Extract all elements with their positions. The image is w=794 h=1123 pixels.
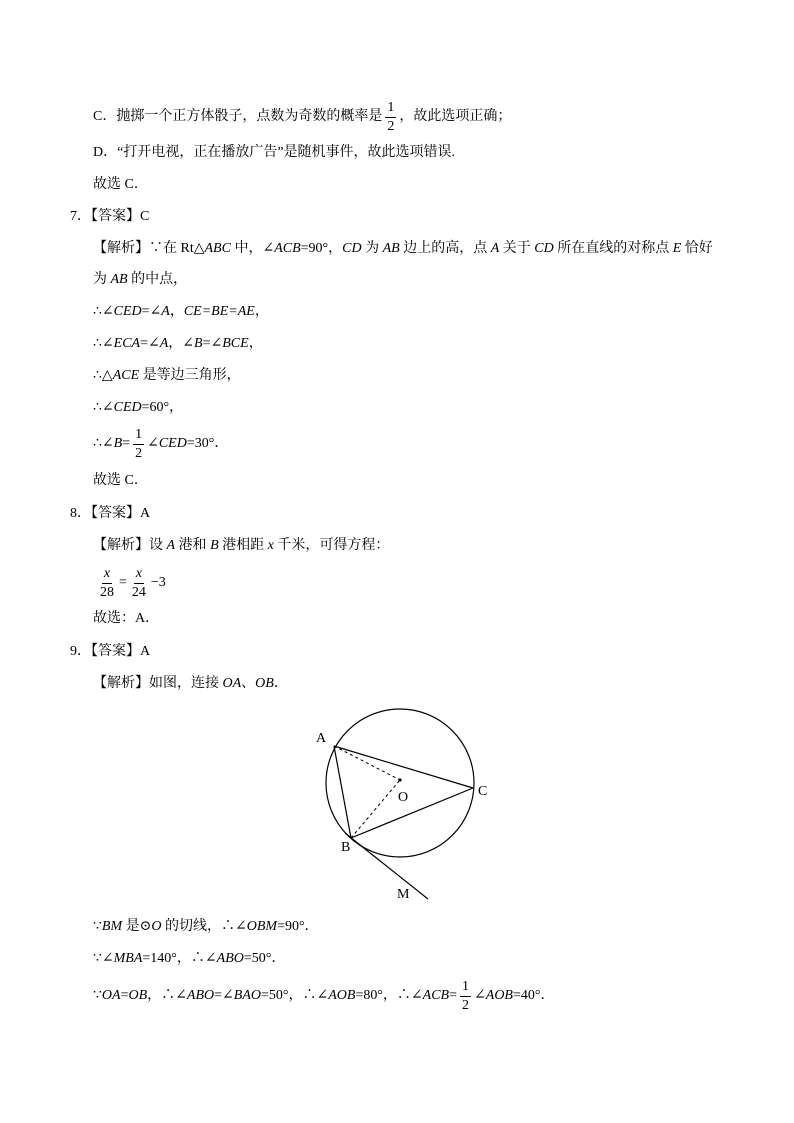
math-variable: MBA (113, 951, 143, 966)
segment-ab (334, 746, 351, 838)
text-run: 恰好 (681, 241, 713, 256)
fraction-denominator: 24 (131, 584, 146, 600)
text-run: =90°． (277, 919, 319, 934)
math-variable: B (113, 436, 123, 451)
segment-ac (334, 746, 473, 788)
q9-analysis-line-4 (93, 976, 554, 1016)
text-run: 9．【答案】A (70, 644, 151, 659)
tangent-line-bm (345, 833, 428, 899)
math-variable: BM (101, 919, 123, 934)
fraction (98, 566, 116, 601)
label-o: O (398, 790, 409, 805)
label-a: A (316, 731, 327, 746)
text-run: 故选：A． (93, 611, 160, 626)
q8-analysis-line-1 (93, 526, 389, 566)
dashed-segment-ob (351, 780, 400, 838)
fraction-numerator: 1 (133, 427, 144, 445)
text-run: ∴∠ (93, 400, 114, 415)
text-run: 为 (93, 272, 111, 287)
fraction-numerator: 1 (385, 100, 396, 118)
text-run: = (449, 988, 458, 1003)
text-run: −3 (150, 575, 166, 590)
text-run: 港和 (175, 538, 211, 553)
circle-tangent-figure (300, 700, 500, 910)
math-variable: BCE (222, 336, 249, 351)
math-variable: CED (113, 400, 142, 415)
math-variable: OBM (246, 919, 278, 934)
text-run: 千米，可得方程： (273, 538, 390, 553)
text-run: =40°． (512, 988, 555, 1003)
text-run: 的中点， (127, 272, 188, 287)
fraction-denominator: 2 (462, 997, 470, 1013)
text-run: ，故此选项正确； (399, 109, 512, 124)
text-run: 边上的高，点 (399, 241, 491, 256)
math-variable: ABO (216, 951, 244, 966)
text-run: ， (248, 336, 263, 351)
math-variable: OA (101, 988, 121, 1003)
math-variable: AB (382, 241, 400, 256)
math-variable: OA (222, 676, 242, 691)
text-run: 是等边三角形， (139, 368, 241, 383)
math-variable: AOB (328, 988, 356, 1003)
text-run: =50°，∴∠ (260, 988, 329, 1003)
fraction-numerator: 1 (460, 979, 471, 997)
q8-equation (95, 563, 166, 603)
label-b: B (341, 840, 351, 855)
text-run: ∵ (93, 919, 102, 934)
fraction-numerator: x (134, 566, 144, 584)
text-run: 为 (361, 241, 383, 256)
text-run: 【解析】设 (93, 538, 167, 553)
math-variable: E (672, 241, 682, 256)
segment-bc (351, 788, 473, 838)
text-run: =∠ (214, 988, 234, 1003)
math-variable: CD (534, 241, 554, 256)
text-run: ∴∠ (93, 304, 114, 319)
text-run: ． (273, 676, 288, 691)
text-run: D．“打开电视，正在播放广告”是随机事件，故此选项错误. (93, 145, 456, 160)
text-run: =90°， (300, 241, 343, 256)
text-run: 关于 (499, 241, 535, 256)
text-run: ， (169, 304, 184, 319)
text-run: 的切线，∴∠ (161, 919, 247, 934)
label-c: C (478, 784, 488, 799)
text-run: ， (254, 304, 269, 319)
fraction-denominator: 28 (100, 584, 114, 600)
math-variable: ACE (112, 368, 140, 383)
text-run: 【解析】如图，连接 (93, 676, 223, 691)
text-run: 是⊙ (122, 919, 152, 934)
math-variable: A (490, 241, 500, 256)
text-run: 8．【答案】A (70, 506, 151, 521)
fraction-denominator: 2 (135, 445, 143, 461)
math-variable: CED (158, 436, 187, 451)
text-run: ，∴∠ (147, 988, 187, 1003)
text-run: 【解析】∵在 Rt△ (93, 241, 205, 256)
text-run: =50°． (243, 951, 286, 966)
math-variable: ECA (113, 336, 141, 351)
text-run: ，∠ (168, 336, 195, 351)
text-run: ∴∠ (93, 336, 114, 351)
fraction (130, 566, 148, 601)
math-variable: ACB (274, 241, 301, 256)
text-run: 故选 C． (93, 177, 148, 192)
math-variable: x (267, 538, 274, 553)
math-variable: ACB (422, 988, 450, 1003)
text-run: 故选 C． (93, 473, 148, 488)
text-run: 所在直线的对称点 (553, 241, 673, 256)
text-run: ∵∠ (93, 951, 114, 966)
math-variable: B (210, 538, 219, 553)
math-variable: AB (110, 272, 128, 287)
text-run: C．抛掷一个正方体骰子，点数为奇数的概率是 (93, 109, 383, 124)
fraction (460, 979, 471, 1014)
fraction-denominator: 2 (387, 118, 395, 134)
text-run: =60°， (141, 400, 184, 415)
fraction-numerator: x (102, 566, 112, 584)
text-run: = (119, 575, 127, 590)
math-variable: OB (128, 988, 148, 1003)
text-run: =∠ (141, 304, 162, 319)
text-run: =80°，∴∠ (355, 988, 423, 1003)
option-c-line (93, 97, 511, 137)
math-variable: ABO (186, 988, 215, 1003)
text-run: ∠ (147, 436, 159, 451)
center-point-o (398, 778, 401, 781)
q9-analysis-line-1 (93, 664, 288, 704)
math-variable: A (166, 538, 176, 553)
text-run: 、 (241, 676, 256, 691)
text-run: = (122, 436, 131, 451)
math-variable: ABC (204, 241, 231, 256)
label-m: M (397, 887, 410, 902)
math-variable: O (151, 919, 162, 934)
text-run: 7．【答案】C (70, 209, 150, 224)
text-run: ∴△ (93, 368, 113, 383)
q9-analysis-line-3 (93, 939, 285, 979)
math-variable: BAO (233, 988, 261, 1003)
math-variable: CD (342, 241, 362, 256)
math-variable: CED (113, 304, 142, 319)
math-variable: CE=BE=AE (183, 304, 255, 319)
text-run: = (120, 988, 129, 1003)
math-variable: A (161, 304, 170, 319)
q7-analysis-line-6 (93, 388, 183, 428)
math-variable: AOB (485, 988, 513, 1003)
math-variable: B (194, 336, 203, 351)
fraction (385, 100, 396, 135)
fraction (133, 427, 144, 462)
text-run: =30°． (186, 436, 229, 451)
text-run: ∠ (474, 988, 486, 1003)
text-run: ∴∠ (93, 436, 114, 451)
text-run: 中，∠ (230, 241, 275, 256)
text-run: =140°，∴∠ (142, 951, 217, 966)
text-run: =∠ (140, 336, 160, 351)
math-variable: OB (255, 676, 274, 691)
q7-analysis-line-7 (93, 424, 228, 464)
text-run: ∵ (93, 988, 102, 1003)
math-variable: A (159, 336, 169, 351)
text-run: =∠ (202, 336, 223, 351)
text-run: 港相距 (218, 538, 268, 553)
